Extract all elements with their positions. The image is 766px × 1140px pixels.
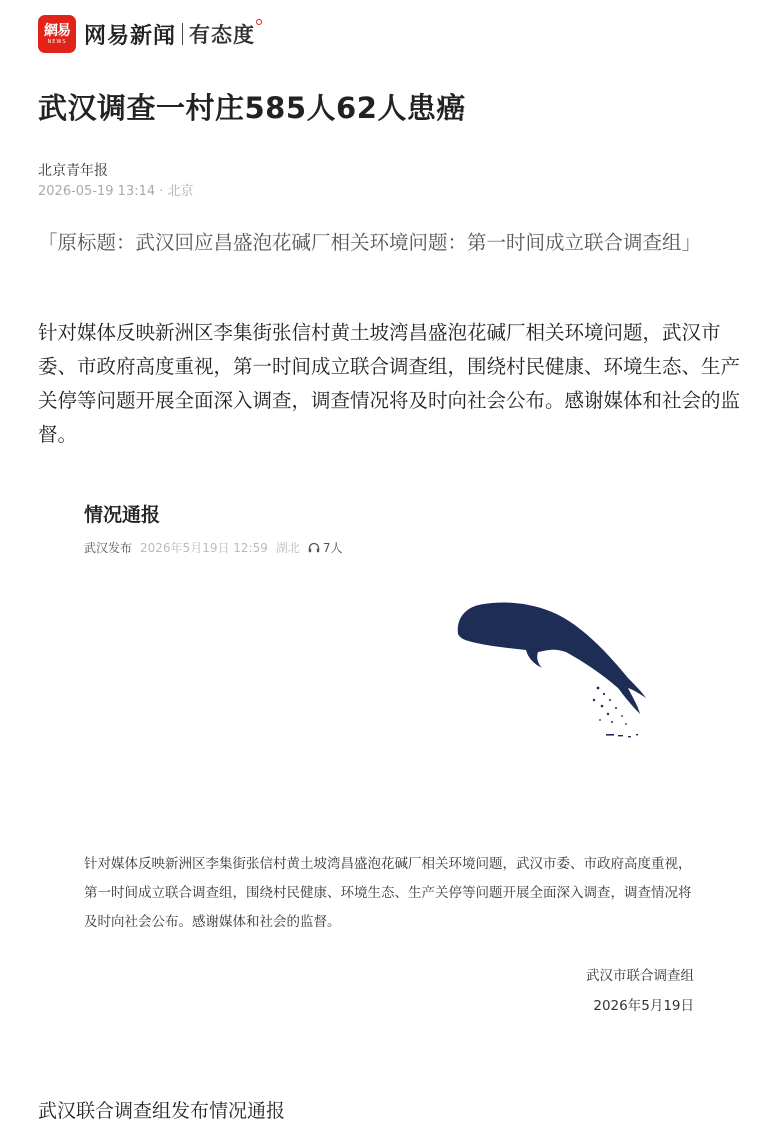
notice-body: 针对媒体反映新洲区李集街张信村黄土坡湾昌盛泡花碱厂相关环境问题，武汉市委、市政府高度重视，第一时间成立联合调查组，围绕村民健康、环境生态、生产关停等问题开展全面深入调查，调查情况将及时向社会公布。感谢媒体和社会的监督。: [84, 856, 692, 930]
notice-image: [84, 496, 704, 1036]
notice-listeners: [308, 539, 343, 556]
article-source[interactable]: 北京青年报: [38, 163, 108, 179]
notice-time: 2026年5月19日 12:59: [140, 541, 268, 555]
logo-main-text: 網易: [44, 22, 70, 39]
notice-title: 情况通报: [84, 504, 161, 526]
headphone-icon: [308, 542, 320, 553]
notice-listener-count: 7人: [322, 541, 343, 555]
netease-news-logo[interactable]: [38, 15, 76, 53]
article-body: 针对媒体反映新洲区李集街张信村黄土坡湾昌盛泡花碱厂相关环境问题，武汉市委、市政府高度重视，第一时间成立联合调查组，围绕村民健康、环境生态、生产关停等问题开展全面深入调查，调查情况将及时向社会公布。感谢媒体和社会的监督。: [38, 321, 741, 446]
brand-slogan: 有态度: [189, 23, 256, 47]
article-meta: 2026-05-19 13:14 · 北京: [38, 184, 194, 199]
notice-publisher: 武汉发布: [84, 541, 133, 555]
brand-divider: [182, 23, 183, 45]
article-title: 武汉调查一村庄585人62人患癌: [38, 91, 466, 125]
brand-name: 网易新闻: [84, 23, 177, 49]
notice-date: 2026年5月19日: [593, 998, 694, 1014]
logo-sub-text: NEWS: [47, 38, 67, 45]
brand-dot-icon: [256, 19, 262, 25]
notice-region: 湖北: [275, 541, 300, 555]
app-header: [38, 14, 262, 54]
whale-illustration: [452, 596, 652, 746]
notice-signature: 武汉市联合调查组: [586, 968, 694, 984]
notice-meta: [84, 539, 343, 556]
original-title: 「原标题：武汉回应昌盛泡花碱厂相关环境问题：第一时间成立联合调查组」: [38, 231, 702, 254]
image-caption: 武汉联合调查组发布情况通报: [38, 1100, 286, 1122]
